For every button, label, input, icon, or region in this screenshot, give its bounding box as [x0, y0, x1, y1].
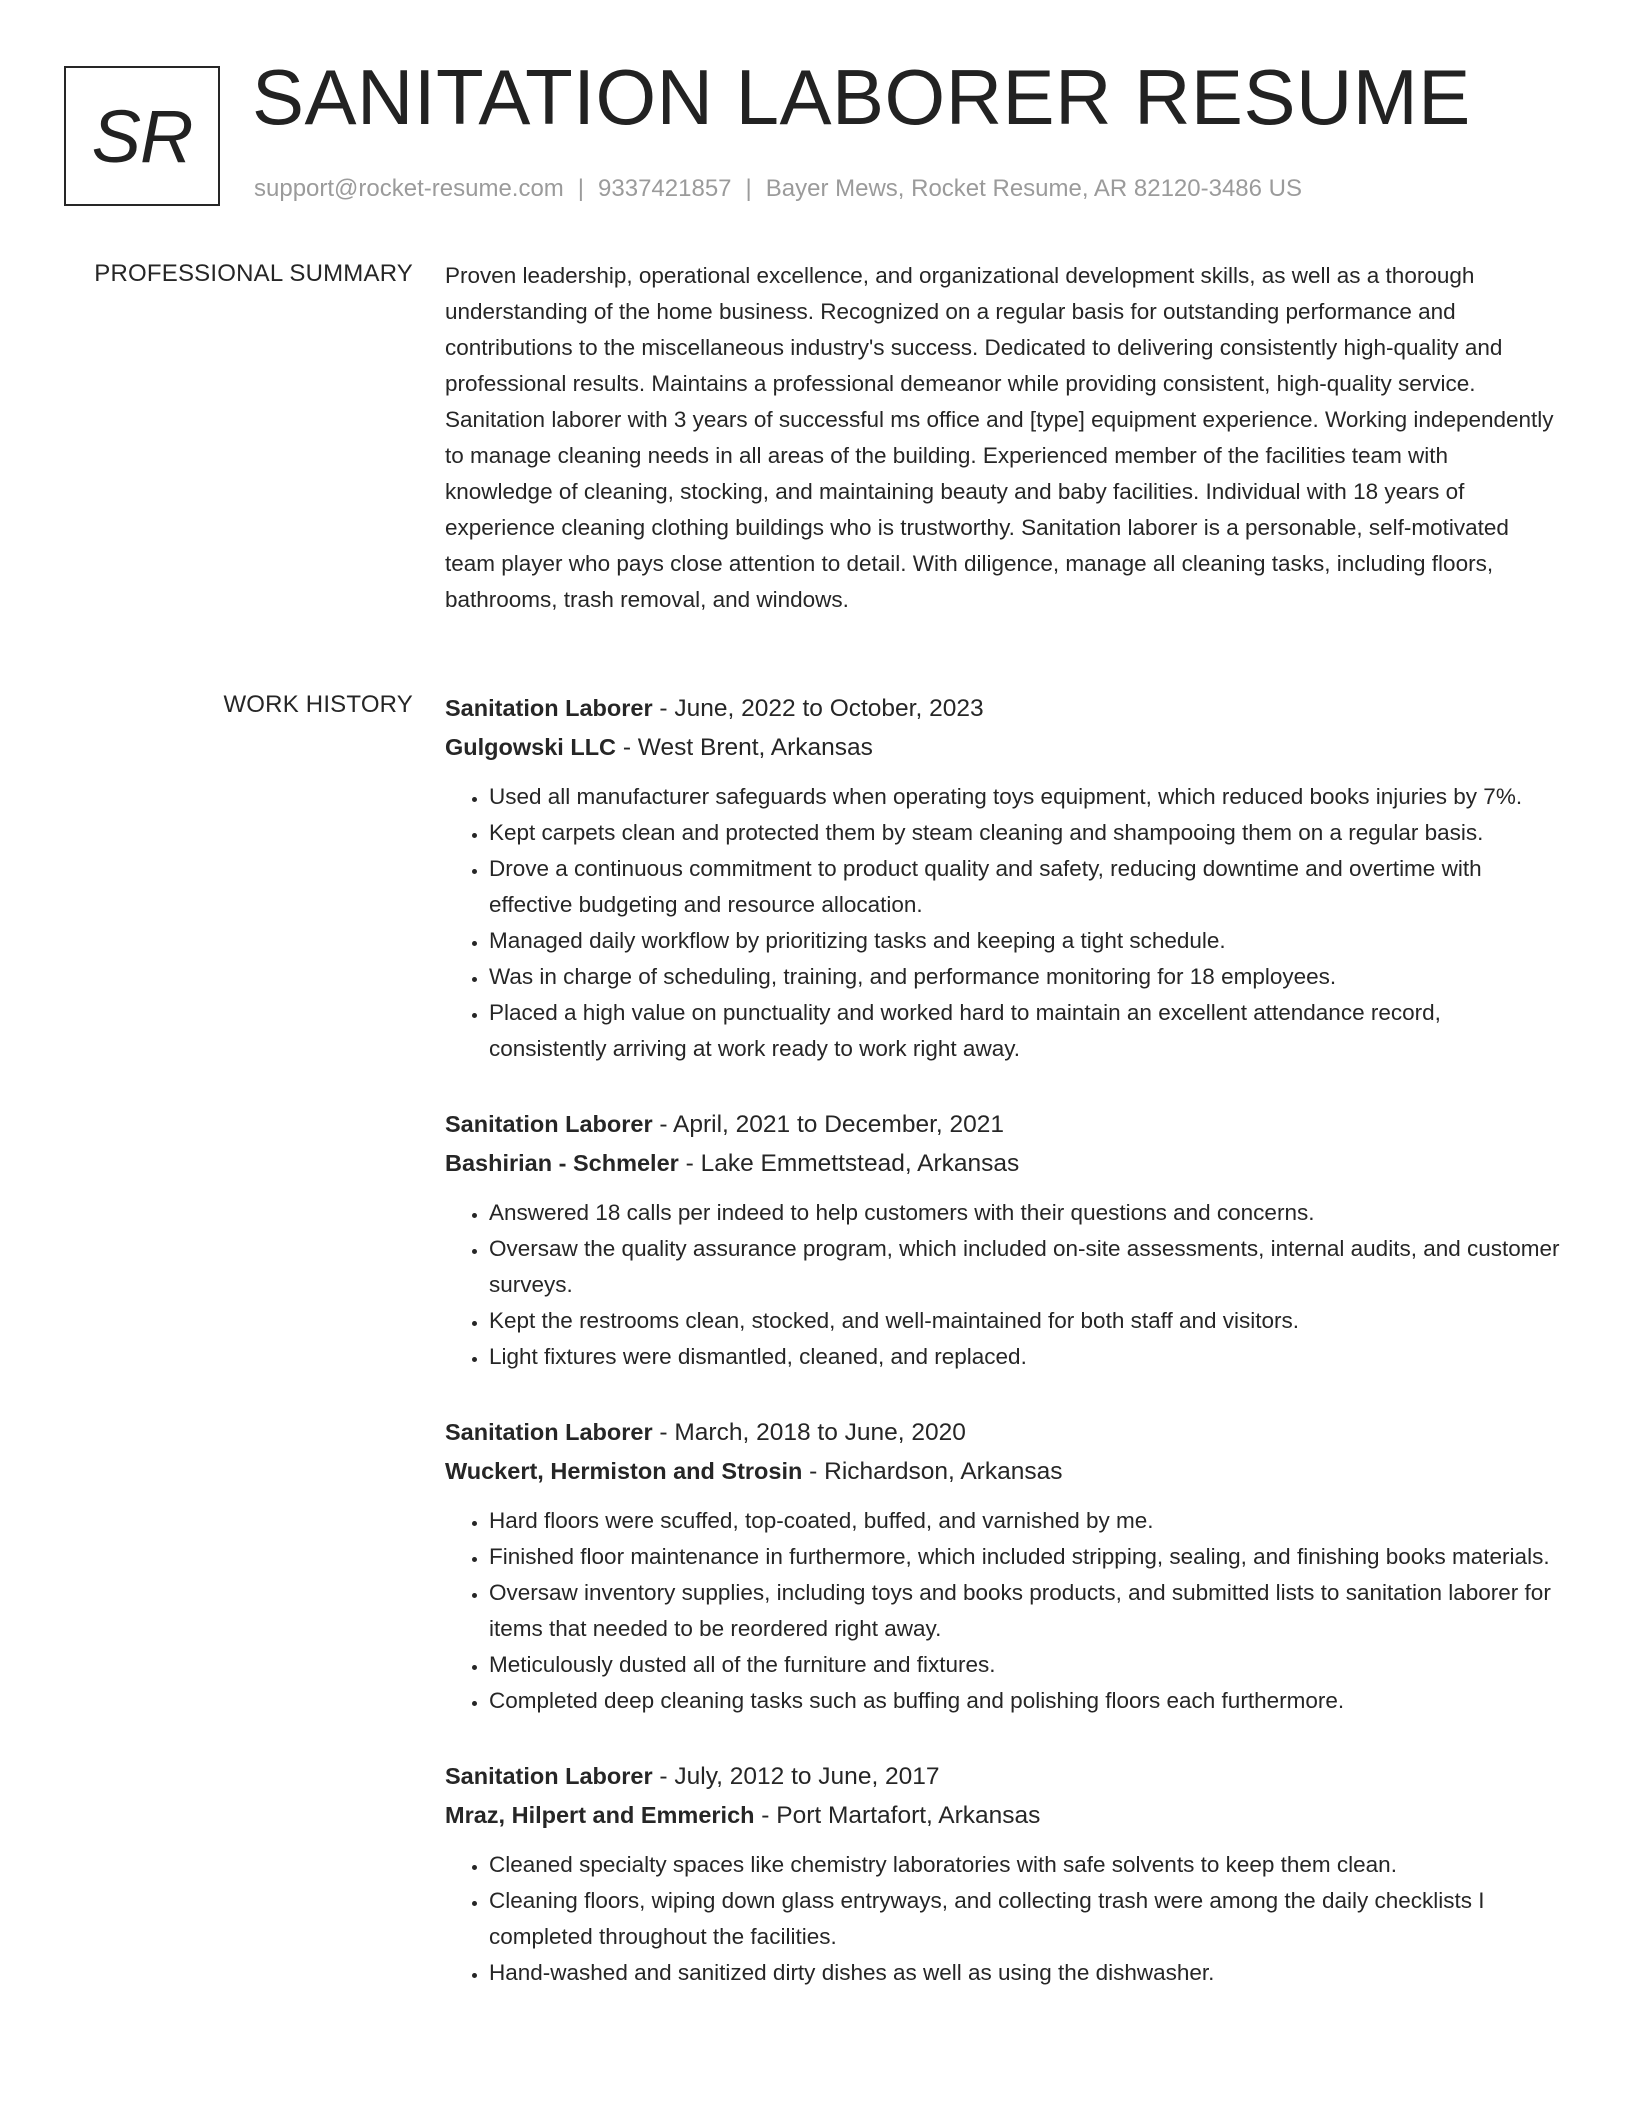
job-title: Sanitation Laborer [445, 1111, 653, 1137]
contact-info [254, 175, 1302, 203]
job-title-line [445, 1413, 1560, 1452]
contact-address: Bayer Mews, Rocket Resume, AR 82120-3486 US [765, 175, 1302, 202]
contact-phone: 9337421857 [598, 175, 732, 202]
job-company: Gulgowski LLC [445, 734, 617, 760]
job-bullet: • Hand-washed and sanitized dirty dishes as well as using the dishwasher. [489, 1955, 1560, 1991]
job-bullet: • Completed deep cleaning tasks such as buffing and polishing floors each furthermore. [489, 1683, 1560, 1719]
work-history-heading: WORK HISTORY [223, 691, 413, 718]
job-bullets [445, 779, 1560, 1067]
job-bullet: • Used all manufacturer safeguards when operating toys equipment, which reduced books injuries by 7%. [489, 779, 1560, 815]
job-title: Sanitation Laborer [445, 695, 653, 721]
job-entry [445, 1105, 1560, 1375]
job-dates: - March, 2018 to June, 2020 [652, 1419, 966, 1446]
job-dates: - July, 2012 to June, 2017 [652, 1763, 940, 1790]
contact-separator: | [577, 175, 585, 202]
job-location: - West Brent, Arkansas [616, 734, 873, 761]
job-bullet: • Oversaw inventory supplies, including toys and books products, and submitted lists to sanitation laborer for items that needed to be reordered right away. [489, 1575, 1560, 1647]
job-title: Sanitation Laborer [445, 1763, 653, 1789]
job-bullet: • Cleaning floors, wiping down glass entryways, and collecting trash were among the daily checklists I completed throughout the facilities. [489, 1883, 1560, 1955]
job-dates: - June, 2022 to October, 2023 [652, 695, 984, 722]
job-company-line [445, 1796, 1560, 1835]
job-bullet: • Managed daily workflow by prioritizing tasks and keeping a tight schedule. [489, 923, 1560, 959]
job-bullet: • Oversaw the quality assurance program, which included on-site assessments, internal audits, and customer surveys. [489, 1231, 1560, 1303]
job-title: Sanitation Laborer [445, 1419, 653, 1445]
job-bullet: • Kept carpets clean and protected them by steam cleaning and shampooing them on a regular basis. [489, 815, 1560, 851]
job-company: Mraz, Hilpert and Emmerich [445, 1802, 755, 1828]
contact-email: support@rocket-resume.com [254, 175, 564, 202]
job-entry [445, 1413, 1560, 1719]
job-bullet: • Answered 18 calls per indeed to help customers with their questions and concerns. [489, 1195, 1560, 1231]
resume-title: SANITATION LABORER RESUME [252, 53, 1471, 141]
job-entry [445, 689, 1560, 1067]
job-bullet: • Hard floors were scuffed, top-coated, buffed, and varnished by me. [489, 1503, 1560, 1539]
job-company: Wuckert, Hermiston and Strosin [445, 1458, 803, 1484]
job-bullet: • Kept the restrooms clean, stocked, and well-maintained for both staff and visitors. [489, 1303, 1560, 1339]
job-bullet: • Was in charge of scheduling, training, and performance monitoring for 18 employees. [489, 959, 1560, 995]
job-title-line [445, 1757, 1560, 1796]
summary-body [445, 258, 1560, 618]
job-bullet: • Finished floor maintenance in furthermore, which included stripping, sealing, and finishing books materials. [489, 1539, 1560, 1575]
job-title-line [445, 1105, 1560, 1144]
job-location: - Port Martafort, Arkansas [754, 1802, 1041, 1829]
contact-separator: | [745, 175, 752, 202]
job-bullet: • Drove a continuous commitment to product quality and safety, reducing downtime and overtime with effective budgeting and resource allocation. [489, 851, 1560, 923]
job-entry [445, 1757, 1560, 1991]
monogram-initials: SR [64, 66, 220, 206]
job-bullet: • Cleaned specialty spaces like chemistry laboratories with safe solvents to keep them clean. [489, 1847, 1560, 1883]
job-location: - Richardson, Arkansas [802, 1458, 1063, 1485]
job-company: Bashirian - Schmeler [445, 1150, 679, 1176]
job-bullets [445, 1195, 1560, 1375]
job-dates: - April, 2021 to December, 2021 [652, 1111, 1004, 1138]
job-bullet: • Light fixtures were dismantled, cleaned, and replaced. [489, 1339, 1560, 1375]
job-title-line [445, 689, 1560, 728]
work-history-body [445, 689, 1560, 2007]
summary-heading: PROFESSIONAL SUMMARY [94, 260, 413, 287]
summary-text: Proven leadership, operational excellence, and organizational development skills, as well as a thorough understanding of the home business. Recognized on a regular basis for outstanding performance and contributions to the miscellaneous industry's success. Dedicated to delivering consistently high-quality and professional results. Maintains a professional demeanor while providing consistent, high-quality service. Sanitation laborer with 3 years of successful ms office and [type] equipment experience. Working independently to manage cleaning needs in all areas of the building. Experienced member of the facilities team with knowledge of cleaning, stocking, and maintaining beauty and baby facilities. Individual with 18 years of experience cleaning clothing buildings who is trustworthy. Sanitation laborer is a personable, self-motivated team player who pays close attention to detail. With diligence, manage all cleaning tasks, including floors, bathrooms, trash removal, and windows. [445, 263, 1554, 612]
job-company-line [445, 1144, 1560, 1183]
job-location: - Lake Emmettstead, Arkansas [678, 1150, 1020, 1177]
job-bullets [445, 1503, 1560, 1719]
job-company-line [445, 1452, 1560, 1491]
job-company-line [445, 728, 1560, 767]
job-bullet: • Placed a high value on punctuality and worked hard to maintain an excellent attendance record, consistently arriving at work ready to work right away. [489, 995, 1560, 1067]
job-bullet: • Meticulously dusted all of the furniture and fixtures. [489, 1647, 1560, 1683]
job-bullets [445, 1847, 1560, 1991]
